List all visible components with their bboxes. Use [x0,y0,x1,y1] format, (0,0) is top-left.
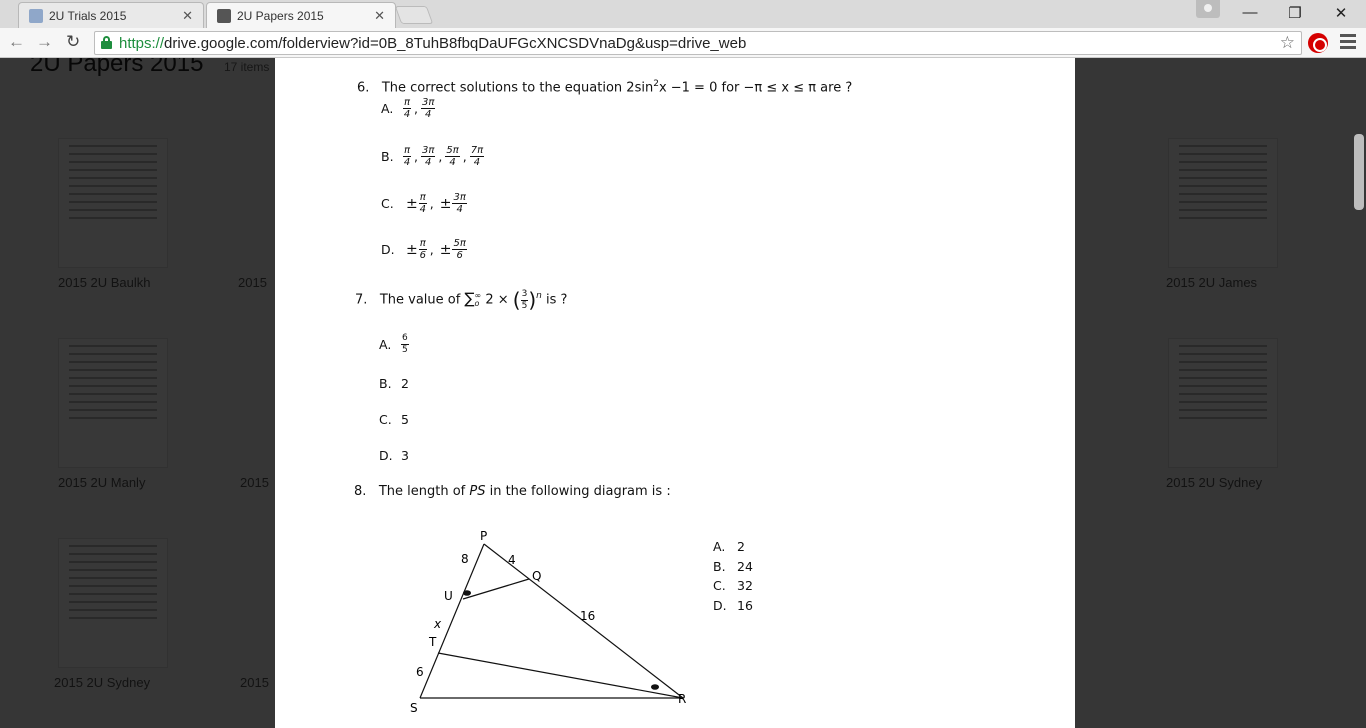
fraction: $\frac{5\pi}{4}$ [446,145,459,168]
label-r: R [678,692,687,706]
scrollbar[interactable] [1354,134,1364,210]
url-scheme: https:// [119,35,165,52]
tab-2u-trials[interactable] [18,2,204,28]
shared-folder-icon [29,9,43,23]
close-icon[interactable]: ✕ [182,8,193,23]
fraction: $\frac{3\pi}{4}$ [453,192,466,215]
option-label: D. [381,242,395,257]
q8-option-c: C. 32 [713,578,753,593]
close-window-icon[interactable]: ✕ [1334,5,1348,22]
adblock-extension-icon[interactable] [1308,33,1328,53]
tab-2u-papers[interactable] [206,2,396,28]
q6-option-c: C. ± $\frac{\pi}{4}$ , ± $\frac{3\pi}{4}$ [381,192,466,215]
q6-option-b: B. $\frac{\pi}{4}$ , $\frac{3\pi}{4}$ , $\frac{5\pi}{4}$ , $\frac{7\pi}{4}$ [381,145,484,168]
question-7: 7. The value of ∑ ∞ o 2 × ( $\frac{3}{5}$ )$^n$ is ? [355,288,568,312]
question-number: 8. [354,484,367,499]
question-number: 7. [355,292,368,308]
fraction: $\frac{\pi}{6}$ [419,238,426,261]
label-p: P [480,529,488,543]
q6-option-a: A. $\frac{\pi}{4}$ , $\frac{3\pi}{4}$ [381,97,435,120]
length-qr: 16 [580,609,596,623]
option-label: C. [381,196,394,211]
fraction: $\frac{3\pi}{4}$ [422,145,435,168]
exponent: 2 [653,79,659,89]
angle-marker [463,590,471,596]
document-preview-page [275,58,1075,728]
fraction: $\frac{\pi}{4}$ [403,97,411,120]
close-icon[interactable]: ✕ [374,8,385,23]
angle-marker [651,684,659,690]
q8-option-b: B. 24 [713,558,753,574]
address-bar[interactable] [94,31,1302,55]
q8-option-a: A. 2 [713,539,745,554]
restore-icon[interactable]: ❐ [1288,5,1302,22]
url-path: drive.google.com/folderview?id=0B_8TuhB8fbqDaUFGcXNCSDVnaDg&usp=drive_web [164,35,747,52]
option-label: B. [381,149,394,164]
shared-folder-icon [217,9,231,23]
fraction: $\frac{7\pi}{4}$ [470,145,484,168]
fraction: $\frac{3\pi}{4}$ [422,97,435,120]
question-expression: 2 × [481,292,513,308]
option-label: C. [379,412,392,427]
exponent: n [536,291,542,302]
fraction: $\frac{5\pi}{6}$ [453,238,466,261]
label-q: Q [532,569,542,583]
option-label: A. [381,101,394,116]
question-equation: x −1 = 0 for −π ≤ x ≤ π are ? [658,80,853,96]
side-ps [420,544,484,698]
q7-option-c [379,412,409,427]
question-6 [357,79,852,95]
label-s: S [410,701,418,715]
length-pq: 4 [508,553,516,567]
option-label: A. [379,337,392,352]
question-text-end: in the following diagram is : [485,484,671,499]
browser-toolbar [0,28,1366,58]
fraction: $\frac{\pi}{4}$ [403,145,411,168]
question-text-end: is ? [541,292,568,308]
url-text[interactable] [119,35,746,52]
new-tab-button[interactable] [395,6,434,24]
triangle-diagram [400,528,720,728]
option-label: B. [379,376,392,391]
question-8 [354,484,671,499]
length-ts: 6 [416,665,424,679]
option-value: 2 [401,376,409,391]
label-u: U [444,589,453,603]
back-arrow-icon[interactable]: ← [8,32,25,51]
tab-strip [0,0,1366,28]
fraction: $\frac{\pi}{4}$ [419,192,426,215]
tab-title: 2U Trials 2015 [49,8,127,23]
question-text: The length of [378,484,470,499]
variable: PS [469,484,486,499]
q8-option-d: D. 16 [713,597,753,613]
tab-title: 2U Papers 2015 [237,8,324,23]
label-t: T [429,635,437,649]
question-text: The correct solutions to the equation 2sin [381,80,654,96]
segment-tr [438,653,683,698]
fraction: $\frac{3}{5}$ [521,288,528,311]
minimize-icon[interactable]: — [1242,4,1258,21]
option-label: D. [379,448,393,463]
segment-uq [463,579,529,599]
sum-lower-limit: o [474,299,480,308]
question-text: The value of [379,292,465,308]
option-value: 3 [401,448,409,463]
q7-option-b [379,376,409,391]
q7-option-d [379,448,409,463]
q7-option-a [379,333,409,356]
sum-upper-limit: ∞ [474,291,482,300]
length-ut: x [434,617,442,631]
question-number: 6. [357,80,370,96]
q6-option-d: D. ± $\frac{\pi}{6}$ , ± $\frac{5\pi}{6}$ [381,238,466,261]
forward-arrow-icon[interactable]: → [36,32,53,51]
option-value: 5 [401,412,409,427]
profile-icon[interactable] [1196,0,1220,18]
length-pu: 8 [461,552,469,566]
menu-icon[interactable] [1340,34,1356,52]
bookmark-star-icon[interactable]: ☆ [1279,33,1295,52]
reload-icon[interactable]: ↻ [66,32,81,51]
lock-icon [101,36,112,48]
q8-options [713,537,753,615]
fraction: $\frac{6}{5}$ [402,333,408,355]
